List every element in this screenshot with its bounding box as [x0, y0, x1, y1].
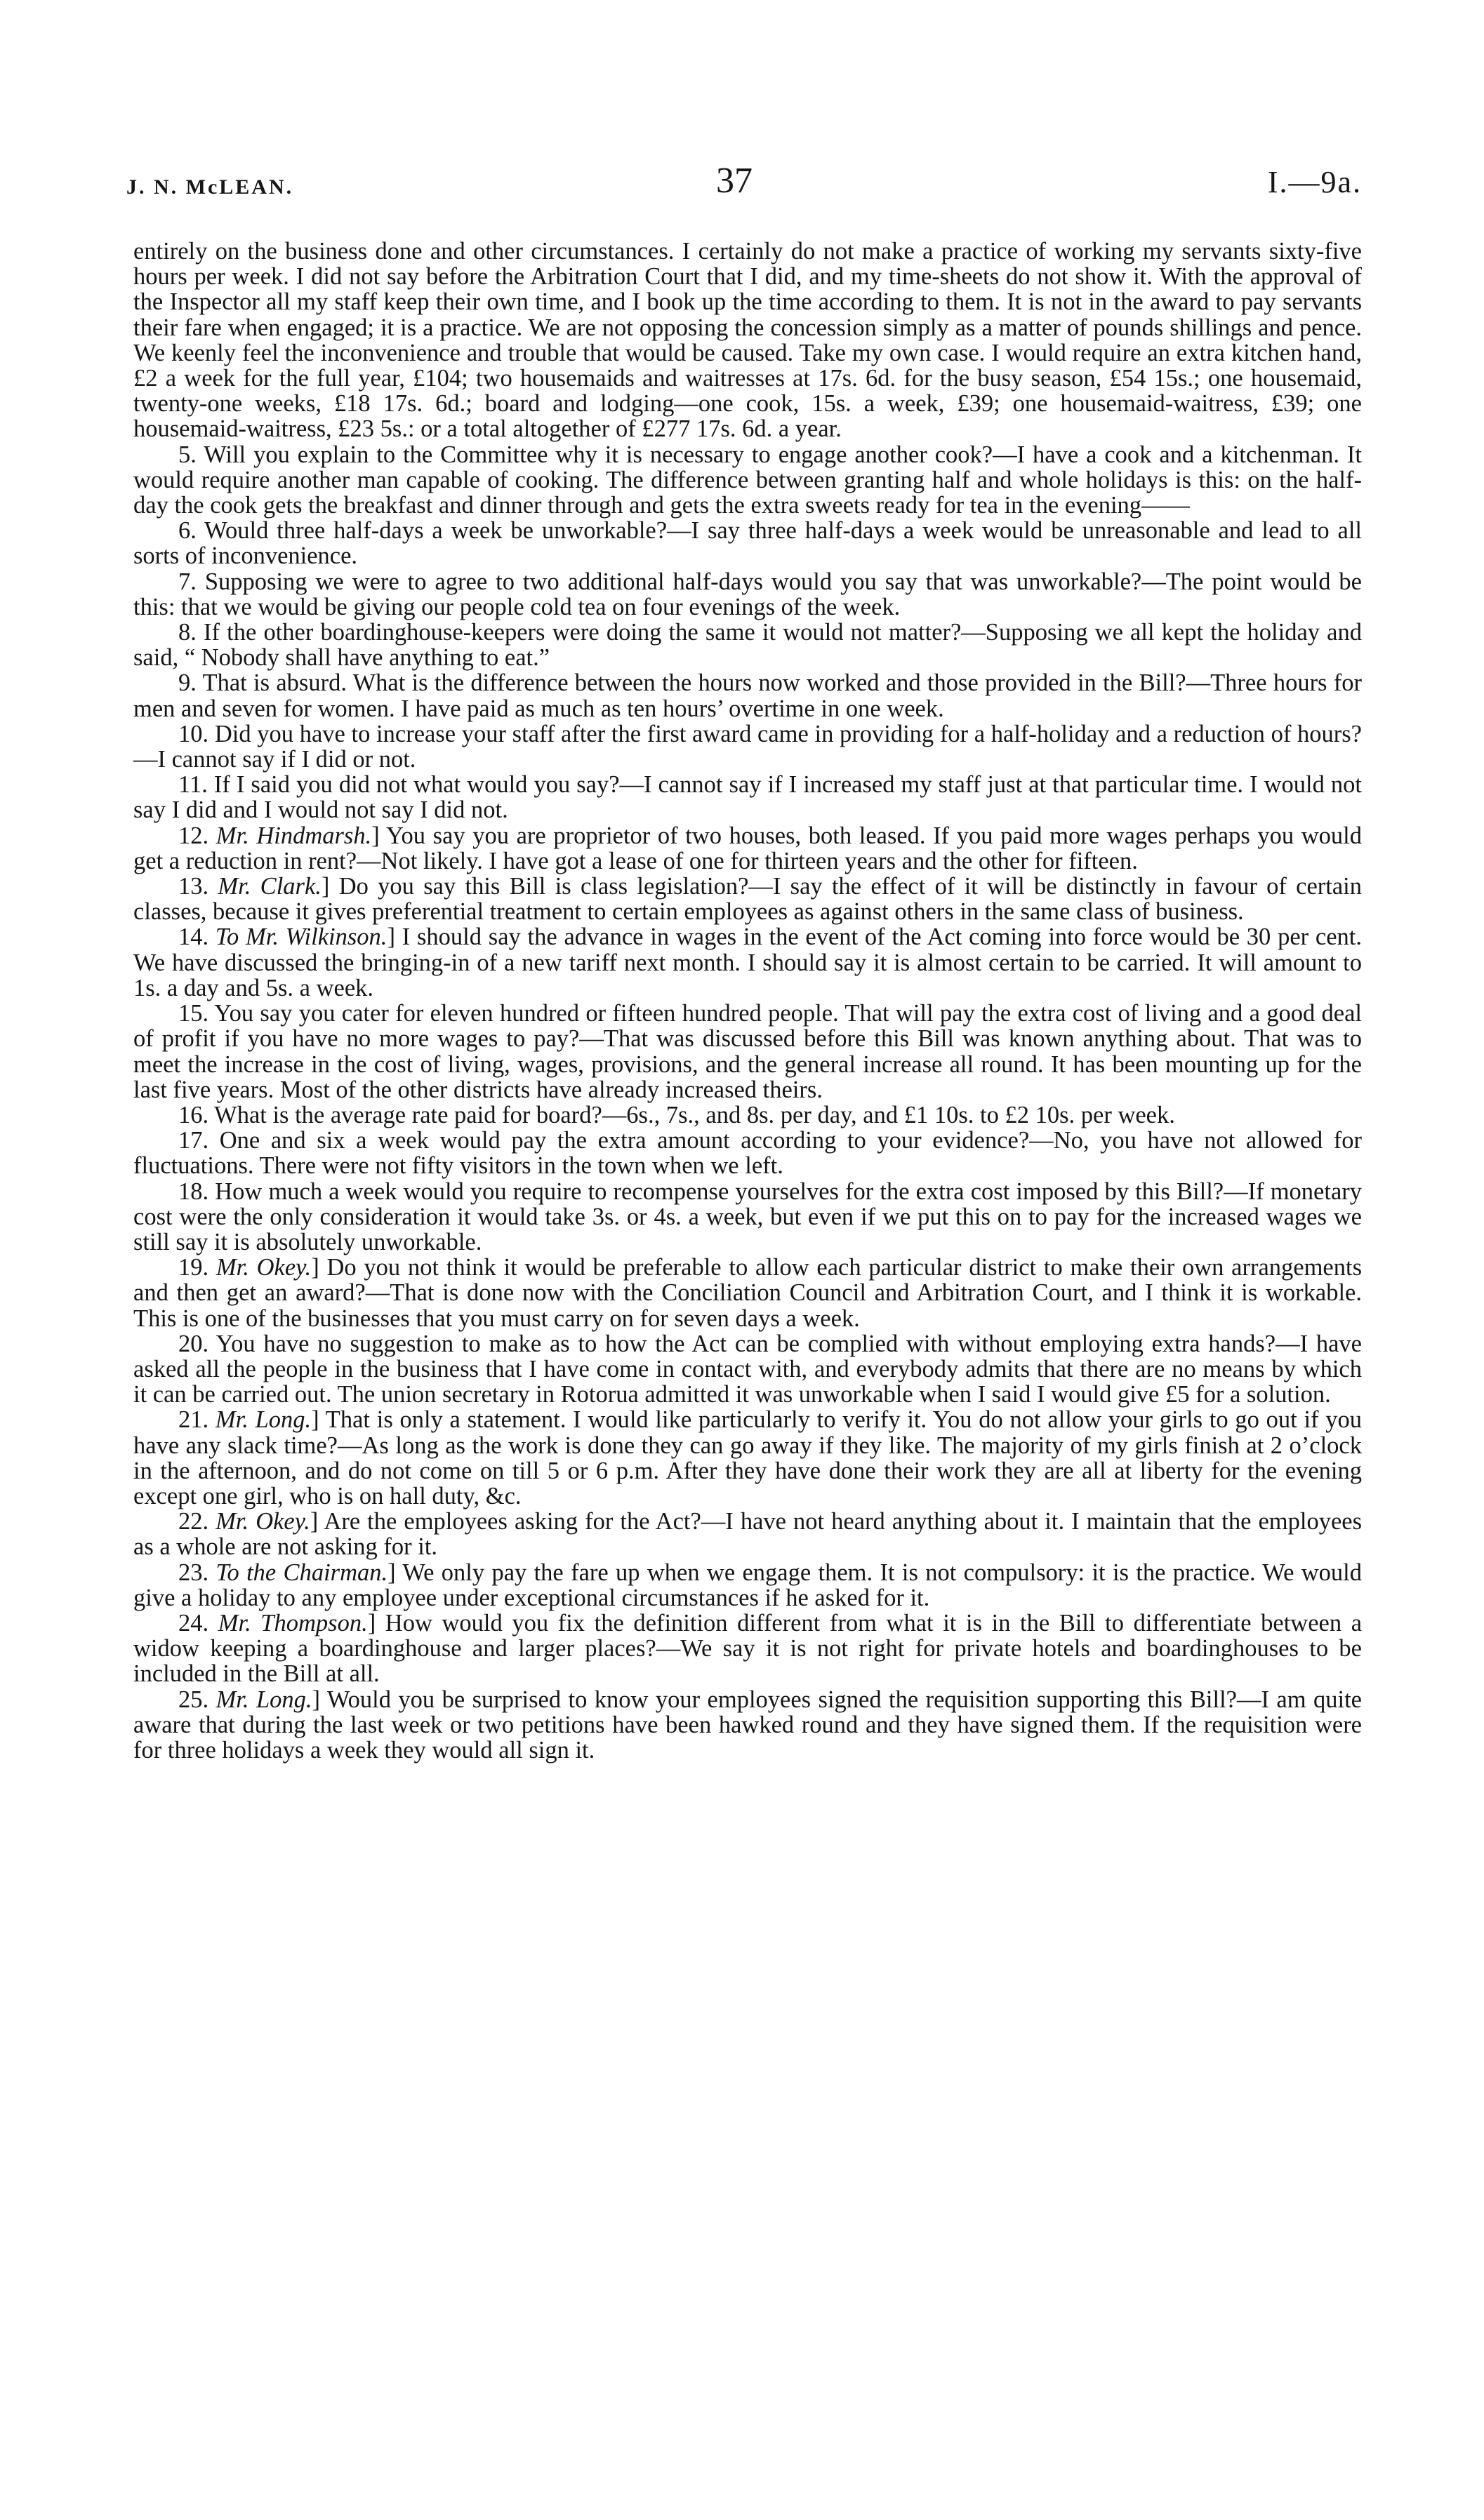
- document-body: [133, 239, 1362, 1763]
- question-7: 7. Supposing we were to agree to two additional half-days would you say that was unworkable?—The point would be this: that we would be giving our people cold tea on four evenings of the week.: [133, 568, 1362, 620]
- question-text: ] Are the employees asking for the Act?—I have not heard anything about it. I maintain that the employees as a whole are not asking for it.: [133, 1508, 1362, 1561]
- page-number: 37: [716, 161, 753, 201]
- question-number: 22.: [178, 1508, 209, 1535]
- question-text: ] I should say the advance in wages in the event of the Act coming into force would be 30 per cent. We have discussed the bringing-in of a new tariff next month. I should say it is almost certain to be carried. It will amount to 1s. a day and 5s. a week.: [133, 924, 1363, 1001]
- question-11: 11. If I said you did not what would you say?—I cannot say if I increased my staff just at that particular time. I would not say I did and I would not say I did not.: [133, 771, 1362, 824]
- question-18: 18. How much a week would you require to recompense yourselves for the extra cost imposed by this Bill?—If monetary cost were the only consideration it would take 3s. or 4s. a week, but even if we put this on to pay for the increased wages we still say it is absolutely unworkable.: [133, 1178, 1362, 1255]
- question-number: 14.: [178, 924, 209, 951]
- speaker-name: Mr. Okey.: [216, 1254, 312, 1281]
- question-number: 25.: [178, 1686, 209, 1713]
- question-text: ] You say you are proprietor of two houses, both leased. If you paid more wages perhaps you would get a reduction in rent?—Not likely. I have got a lease of one for thirteen years and the other for fifteen.: [133, 822, 1363, 874]
- question-number: 12.: [178, 822, 209, 849]
- question-number: 23.: [178, 1559, 209, 1586]
- question-23: [133, 1560, 1362, 1611]
- question-25: [133, 1687, 1362, 1764]
- speaker-name: Mr. Long.: [216, 1686, 312, 1713]
- question-text: ] We only pay the fare up when we engage them. It is not compulsory: it is the practice. We would give a holiday to any employee under exceptional circumstances if he asked for it.: [133, 1559, 1363, 1611]
- witness-name: J. N. McLEAN.: [126, 175, 294, 199]
- question-9: 9. That is absurd. What is the difference between the hours now worked and those provided in the Bill?—Three hours for men and seven for women. I have paid as much as ten hours’ overtime in one week.: [133, 669, 1362, 722]
- question-16: 16. What is the average rate paid for board?—6s., 7s., and 8s. per day, and £1 10s. to £2 10s. per week.: [178, 1101, 1175, 1128]
- question-17: 17. One and six a week would pay the extra amount according to your evidence?—No, you have not allowed for fluctuations. There were not fifty visitors in the town when we left.: [133, 1127, 1362, 1180]
- question-24: [133, 1611, 1362, 1687]
- question-text: ] Do you not think it would be preferable to allow each particular district to make their own arrangements and then get an award?—That is done now with the Conciliation Council and Arbitration Court, and I think it is workable. This is one of the businesses that you must carry on for seven days a week.: [133, 1254, 1363, 1332]
- speaker-name: Mr. Thompson.: [218, 1609, 368, 1636]
- question-text: ] How would you fix the definition different from what it is in the Bill to differentiate between a widow keeping a boardinghouse and larger places?—We say it is not right for private hotels and boardinghouses to be included in the Bill at all.: [133, 1609, 1363, 1688]
- question-12: [133, 823, 1362, 874]
- question-text: ] Would you be surprised to know your employees signed the requisition supporting this Bill?—I am quite aware that during the last week or two petitions have been hawked round and they have signed them. If the requisition were for three holidays a week they would all sign it.: [133, 1686, 1362, 1764]
- question-6: 6. Would three half-days a week be unworkable?—I say three half-days a week would be unreasonable and lead to all sorts of inconvenience.: [133, 517, 1362, 570]
- speaker-name: To Mr. Wilkinson.: [215, 924, 387, 951]
- question-21: [133, 1407, 1362, 1509]
- question-text: ] Do you say this Bill is class legislation?—I say the effect of it will be distinctly in favour of certain classes, because it gives preferential treatment to certain employees as against others in the same class of business.: [133, 873, 1362, 926]
- speaker-name: Mr. Clark.: [218, 873, 322, 900]
- question-19: [133, 1255, 1362, 1331]
- question-number: 19.: [178, 1254, 209, 1281]
- speaker-name: Mr. Hindmarsh.: [216, 822, 372, 849]
- question-5: 5. Will you explain to the Committee why it is necessary to engage another cook?—I have a cook and a kitchenman. It would require another man capable of cooking. The difference between granting half and whole holidays is this: on the half-day the cook gets the breakfast and dinner through and gets the extra sweets ready for tea in the evening——: [133, 441, 1362, 519]
- question-number: 21.: [178, 1406, 209, 1434]
- question-number: 13.: [178, 873, 209, 900]
- document-reference: I.—9a.: [1267, 165, 1362, 199]
- question-13: [133, 874, 1362, 924]
- speaker-name: Mr. Okey.: [216, 1508, 310, 1535]
- page-header: [126, 160, 1362, 209]
- paragraph-continuation: entirely on the business done and other circumstances. I certainly do not make a practice of working my servants sixty-five hours per week. I did not say before the Arbitration Court that I did, and my time-sheets do not show it. With the approval of the Inspector all my staff keep their own time, and I book up the time according to them. It is not in the award to pay servants their fare when engaged; it is a practice. We are not opposing the concession simply as a matter of pounds shillings and pence. We keenly feel the inconvenience and trouble that would be caused. Take my own case. I would require an extra kitchen hand, £2 a week for the full year, £104; two housemaids and waitresses at 17s. 6d. for the busy season, £54 15s.; one housemaid, twenty-one weeks, £18 17s. 6d.; board and lodging—one cook, 15s. a week, £39; one housemaid-waitress, £39; one housemaid-waitress, £23 5s.: or a total altogether of £277 17s. 6d. a year.: [133, 238, 1362, 443]
- speaker-name: Mr. Long.: [215, 1406, 312, 1434]
- question-number: 24.: [178, 1609, 209, 1636]
- question-20: 20. You have no suggestion to make as to how the Act can be complied with without employing extra hands?—I have asked all the people in the business that I have come in contact with, and everybody admits that there are no means by which it can be carried out. The union secretary in Rotorua admitted it was unworkable when I said I would give £5 for a solution.: [133, 1330, 1362, 1408]
- question-14: [133, 924, 1362, 1001]
- question-8: 8. If the other boardinghouse-keepers were doing the same it would not matter?—Supposing we all kept the holiday and said, “ Nobody shall have anything to eat.”: [133, 619, 1362, 672]
- speaker-name: To the Chairman.: [216, 1559, 388, 1586]
- question-10: 10. Did you have to increase your staff after the first award came in providing for a half-holiday and a reduction of hours?—I cannot say if I did or not.: [133, 720, 1362, 773]
- question-15: 15. You say you cater for eleven hundred or fifteen hundred people. That will pay the extra cost of living and a good deal of profit if you have no more wages to pay?—That was discussed before this Bill was known anything about. That was to meet the increase in the cost of living, wages, provisions, and the general increase all round. It has been mounting up for the last five years. Most of the other districts have already increased theirs.: [133, 1000, 1362, 1103]
- question-22: [133, 1509, 1362, 1559]
- question-text: ] That is only a statement. I would like particularly to verify it. You do not allow your girls to go out if you have any slack time?—As long as the work is done they can go away if they like. The majority of my girls finish at 2 o’clock in the afternoon, and do not come on till 5 or 6 p.m. After they have done their work they are all at liberty for the evening except one girl, who is on hall duty, &c.: [133, 1406, 1363, 1509]
